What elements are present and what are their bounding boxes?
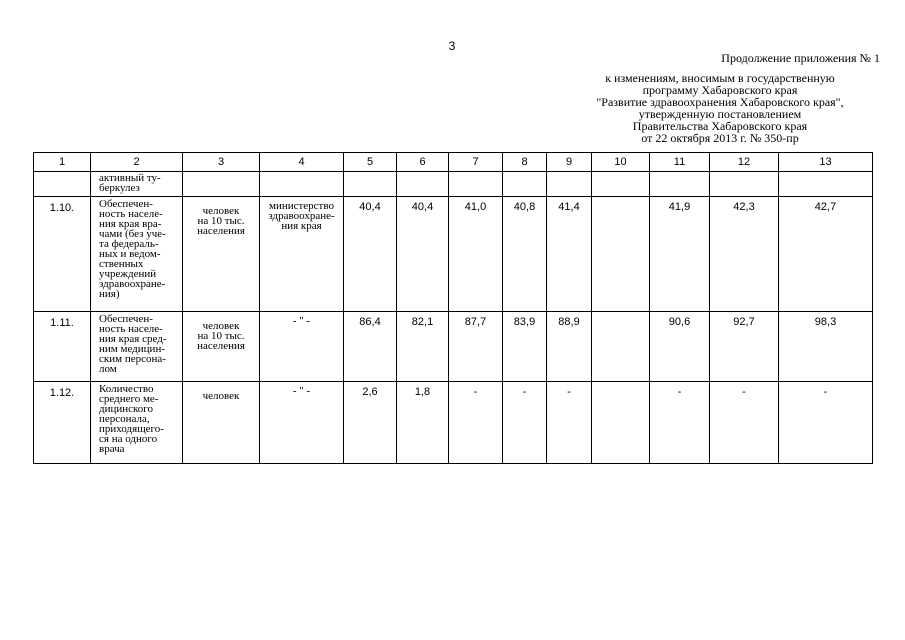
value-cell: 41,4 — [547, 197, 592, 312]
appendix-title: Продолжение приложения № 1 — [721, 51, 880, 65]
value-cell: 40,4 — [344, 197, 397, 312]
column-number: 13 — [779, 153, 873, 172]
value-cell: 86,4 — [344, 312, 397, 382]
value-cell: 90,6 — [650, 312, 710, 382]
value-cell: - — [650, 382, 710, 464]
appendix-header-line: от 22 октября 2013 г. № 350-пр — [641, 131, 799, 145]
value-cell: 42,7 — [779, 197, 873, 312]
value-cell — [592, 312, 650, 382]
unit-of-measure: человек на 10 тыс. населения — [183, 197, 260, 312]
value-cell: - — [547, 382, 592, 464]
column-number: 9 — [547, 153, 592, 172]
appendix-header-line: "Развитие здравоохранения Хабаровского края", — [596, 95, 844, 109]
row-number: 1.11. — [34, 312, 91, 382]
column-number: 2 — [91, 153, 183, 172]
column-number: 3 — [183, 153, 260, 172]
indicator-name: Обеспечен- ность населе- ния края вра- чами (без уче- та федераль- ных и ведом- ственных учреждений здравоохране- ния) — [91, 197, 183, 312]
row-number: 1.12. — [34, 382, 91, 464]
value-cell: 1,8 — [397, 382, 449, 464]
value-cell: 2,6 — [344, 382, 397, 464]
column-number: 10 — [592, 153, 650, 172]
unit-of-measure: человек на 10 тыс. населения — [183, 312, 260, 382]
appendix-header — [560, 52, 880, 144]
column-number-row — [34, 153, 873, 172]
value-cell: 87,7 — [449, 312, 503, 382]
value-cell: 98,3 — [779, 312, 873, 382]
column-number: 1 — [34, 153, 91, 172]
value-cell: 88,9 — [547, 312, 592, 382]
table-row-continuation — [34, 172, 873, 197]
value-cell: - — [449, 382, 503, 464]
appendix-header-line: к изменениям, вносимым в государственную — [605, 71, 835, 85]
value-cell: 41,9 — [650, 197, 710, 312]
responsible-executor: - " - — [260, 382, 344, 464]
value-cell — [592, 382, 650, 464]
table-row — [34, 312, 873, 382]
value-cell: - — [779, 382, 873, 464]
value-cell: 83,9 — [503, 312, 547, 382]
row-number: 1.10. — [34, 197, 91, 312]
continuation-text: активный ту- беркулез — [91, 172, 183, 197]
unit-of-measure: человек — [183, 382, 260, 464]
table-row — [34, 197, 873, 312]
column-number: 7 — [449, 153, 503, 172]
value-cell: 40,4 — [397, 197, 449, 312]
value-cell: 40,8 — [503, 197, 547, 312]
value-cell: 92,7 — [710, 312, 779, 382]
page-number: 3 — [448, 39, 456, 53]
responsible-executor: - " - — [260, 312, 344, 382]
responsible-executor: министерство здравоохране- ния края — [260, 197, 344, 312]
column-number: 4 — [260, 153, 344, 172]
indicator-name: Количество среднего ме- дицинского персонала, приходящего- ся на одного врача — [91, 382, 183, 464]
column-number: 6 — [397, 153, 449, 172]
value-cell: 42,3 — [710, 197, 779, 312]
column-number: 8 — [503, 153, 547, 172]
column-number: 11 — [650, 153, 710, 172]
value-cell: - — [710, 382, 779, 464]
appendix-header-line: программу Хабаровского края — [642, 83, 798, 97]
value-cell: 82,1 — [397, 312, 449, 382]
value-cell: - — [503, 382, 547, 464]
column-number: 5 — [344, 153, 397, 172]
table-row — [34, 382, 873, 464]
indicator-name: Обеспечен- ность населе- ния края сред- ним медицин- ским персона- лом — [91, 312, 183, 382]
value-cell — [592, 197, 650, 312]
indicators-table — [33, 152, 873, 464]
value-cell: 41,0 — [449, 197, 503, 312]
column-number: 12 — [710, 153, 779, 172]
appendix-header-line: утвержденную постановлением — [638, 107, 802, 121]
appendix-header-line: Правительства Хабаровского края — [632, 119, 808, 133]
